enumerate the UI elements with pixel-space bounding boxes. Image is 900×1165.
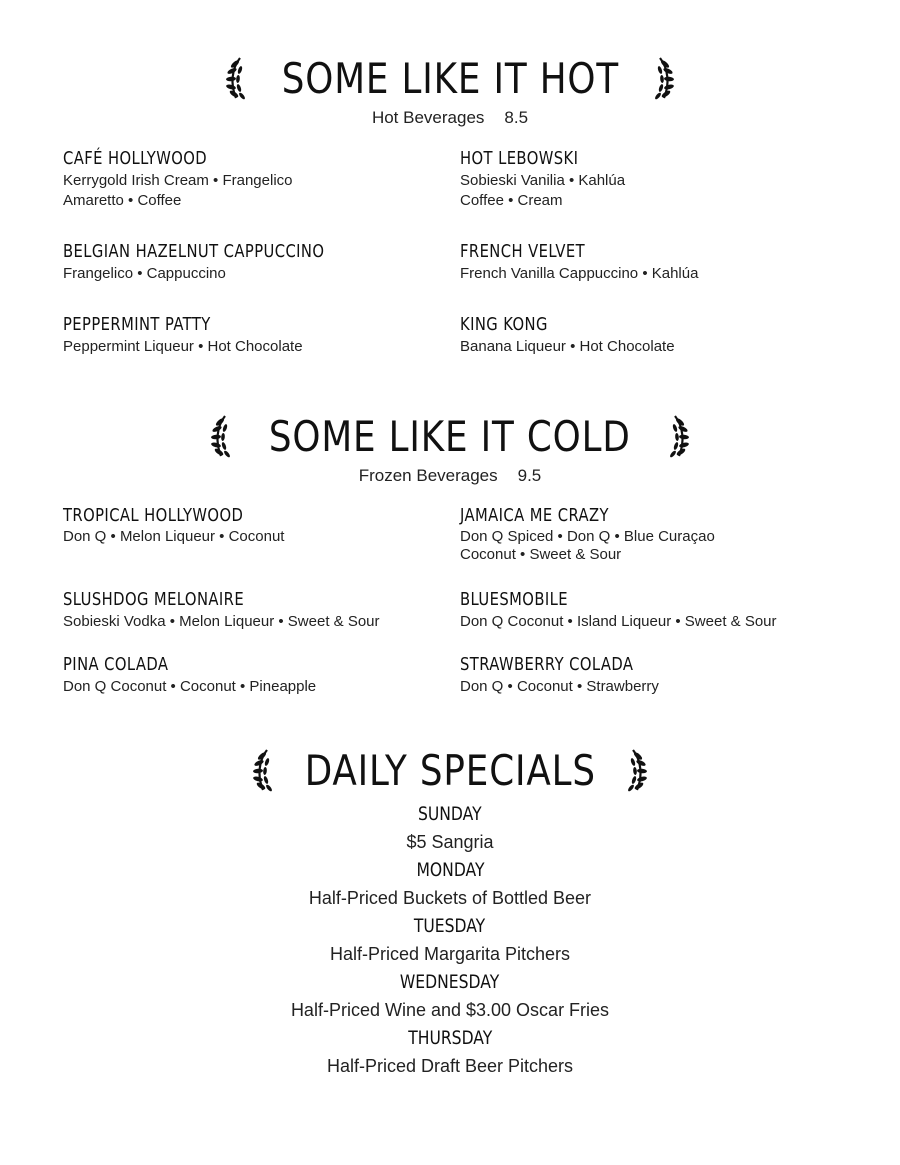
special-day: THURSDAY bbox=[407, 1027, 493, 1049]
item-ingredients: Coconut • Sweet & Sour bbox=[460, 546, 622, 563]
laurel-left-icon bbox=[253, 746, 273, 794]
item-name: FRENCH VELVET bbox=[460, 241, 586, 262]
special-day: SUNDAY bbox=[418, 803, 482, 825]
cold-section-title: SOME LIKE IT COLD bbox=[269, 411, 631, 461]
cold-subtitle bbox=[0, 466, 900, 486]
item-ingredients: Coffee • Cream bbox=[460, 192, 563, 209]
menu-item bbox=[63, 147, 443, 211]
cold-subtitle-label: Frozen Beverages bbox=[358, 466, 498, 485]
specials-section-header bbox=[0, 742, 900, 798]
item-ingredients: French Vanilla Cappuccino • Kahlúa bbox=[460, 265, 699, 282]
menu-item bbox=[63, 240, 443, 284]
menu-item bbox=[460, 313, 840, 357]
item-name: BLUESMOBILE bbox=[460, 589, 569, 610]
item-ingredients: Banana Liqueur • Hot Chocolate bbox=[460, 338, 675, 355]
item-name: TROPICAL HOLLYWOOD bbox=[63, 505, 244, 526]
item-ingredients: Frangelico • Cappuccino bbox=[63, 265, 226, 282]
item-ingredients: Amaretto • Coffee bbox=[63, 192, 182, 209]
item-name: SLUSHDOG MELONAIRE bbox=[63, 589, 245, 610]
special-day-block bbox=[0, 800, 900, 1080]
item-ingredients: Kerrygold Irish Cream • Frangelico bbox=[63, 172, 293, 189]
laurel-right-icon bbox=[654, 54, 674, 102]
hot-subtitle bbox=[0, 108, 900, 128]
special-day: MONDAY bbox=[415, 859, 485, 881]
special-deal: Half-Priced Draft Beer Pitchers bbox=[326, 1056, 574, 1076]
menu-item bbox=[63, 313, 443, 357]
menu-item bbox=[63, 653, 443, 697]
item-name: STRAWBERRY COLADA bbox=[460, 654, 634, 675]
special-deal: $5 Sangria bbox=[406, 832, 494, 852]
item-name: PINA COLADA bbox=[63, 654, 169, 675]
hot-section-title: SOME LIKE IT HOT bbox=[281, 53, 619, 103]
item-name: CAFÉ HOLLYWOOD bbox=[63, 148, 208, 169]
laurel-left-icon bbox=[226, 54, 246, 102]
special-deal: Half-Priced Margarita Pitchers bbox=[329, 944, 571, 964]
menu-item bbox=[460, 588, 840, 632]
item-ingredients: Don Q Spiced • Don Q • Blue Curaçao bbox=[460, 528, 715, 545]
special-deal: Half-Priced Wine and $3.00 Oscar Fries bbox=[290, 1000, 610, 1020]
hot-section-header bbox=[0, 50, 900, 106]
special-day: WEDNESDAY bbox=[400, 971, 500, 993]
item-name: BELGIAN HAZELNUT CAPPUCCINO bbox=[63, 241, 325, 262]
menu-item bbox=[460, 504, 840, 564]
item-name: JAMAICA ME CRAZY bbox=[460, 505, 609, 526]
menu-item bbox=[460, 653, 840, 697]
hot-subtitle-label: Hot Beverages bbox=[371, 108, 485, 127]
menu-item bbox=[460, 147, 840, 211]
item-ingredients: Don Q Coconut • Coconut • Pineapple bbox=[63, 678, 317, 695]
laurel-right-icon bbox=[669, 412, 689, 460]
item-name: KING KONG bbox=[460, 314, 548, 335]
laurel-right-icon bbox=[627, 746, 647, 794]
specials-section-title: DAILY SPECIALS bbox=[304, 745, 596, 795]
item-name: HOT LEBOWSKI bbox=[460, 148, 579, 169]
special-day: TUESDAY bbox=[414, 915, 486, 937]
item-ingredients: Don Q • Melon Liqueur • Coconut bbox=[63, 528, 285, 545]
cold-section-header bbox=[0, 408, 900, 464]
item-name: PEPPERMINT PATTY bbox=[63, 314, 211, 335]
cold-price: 9.5 bbox=[517, 466, 542, 485]
item-ingredients: Sobieski Vanilia • Kahlúa bbox=[460, 172, 626, 189]
menu-item bbox=[460, 240, 840, 284]
menu-item bbox=[63, 588, 443, 632]
item-ingredients: Peppermint Liqueur • Hot Chocolate bbox=[63, 338, 303, 355]
item-ingredients: Don Q • Coconut • Strawberry bbox=[460, 678, 659, 695]
menu-item bbox=[63, 504, 443, 546]
laurel-left-icon bbox=[211, 412, 231, 460]
hot-price: 8.5 bbox=[504, 108, 529, 127]
item-ingredients: Don Q Coconut • Island Liqueur • Sweet & Sour bbox=[460, 613, 777, 630]
item-ingredients: Sobieski Vodka • Melon Liqueur • Sweet & Sour bbox=[63, 613, 380, 630]
special-deal: Half-Priced Buckets of Bottled Beer bbox=[308, 888, 592, 908]
